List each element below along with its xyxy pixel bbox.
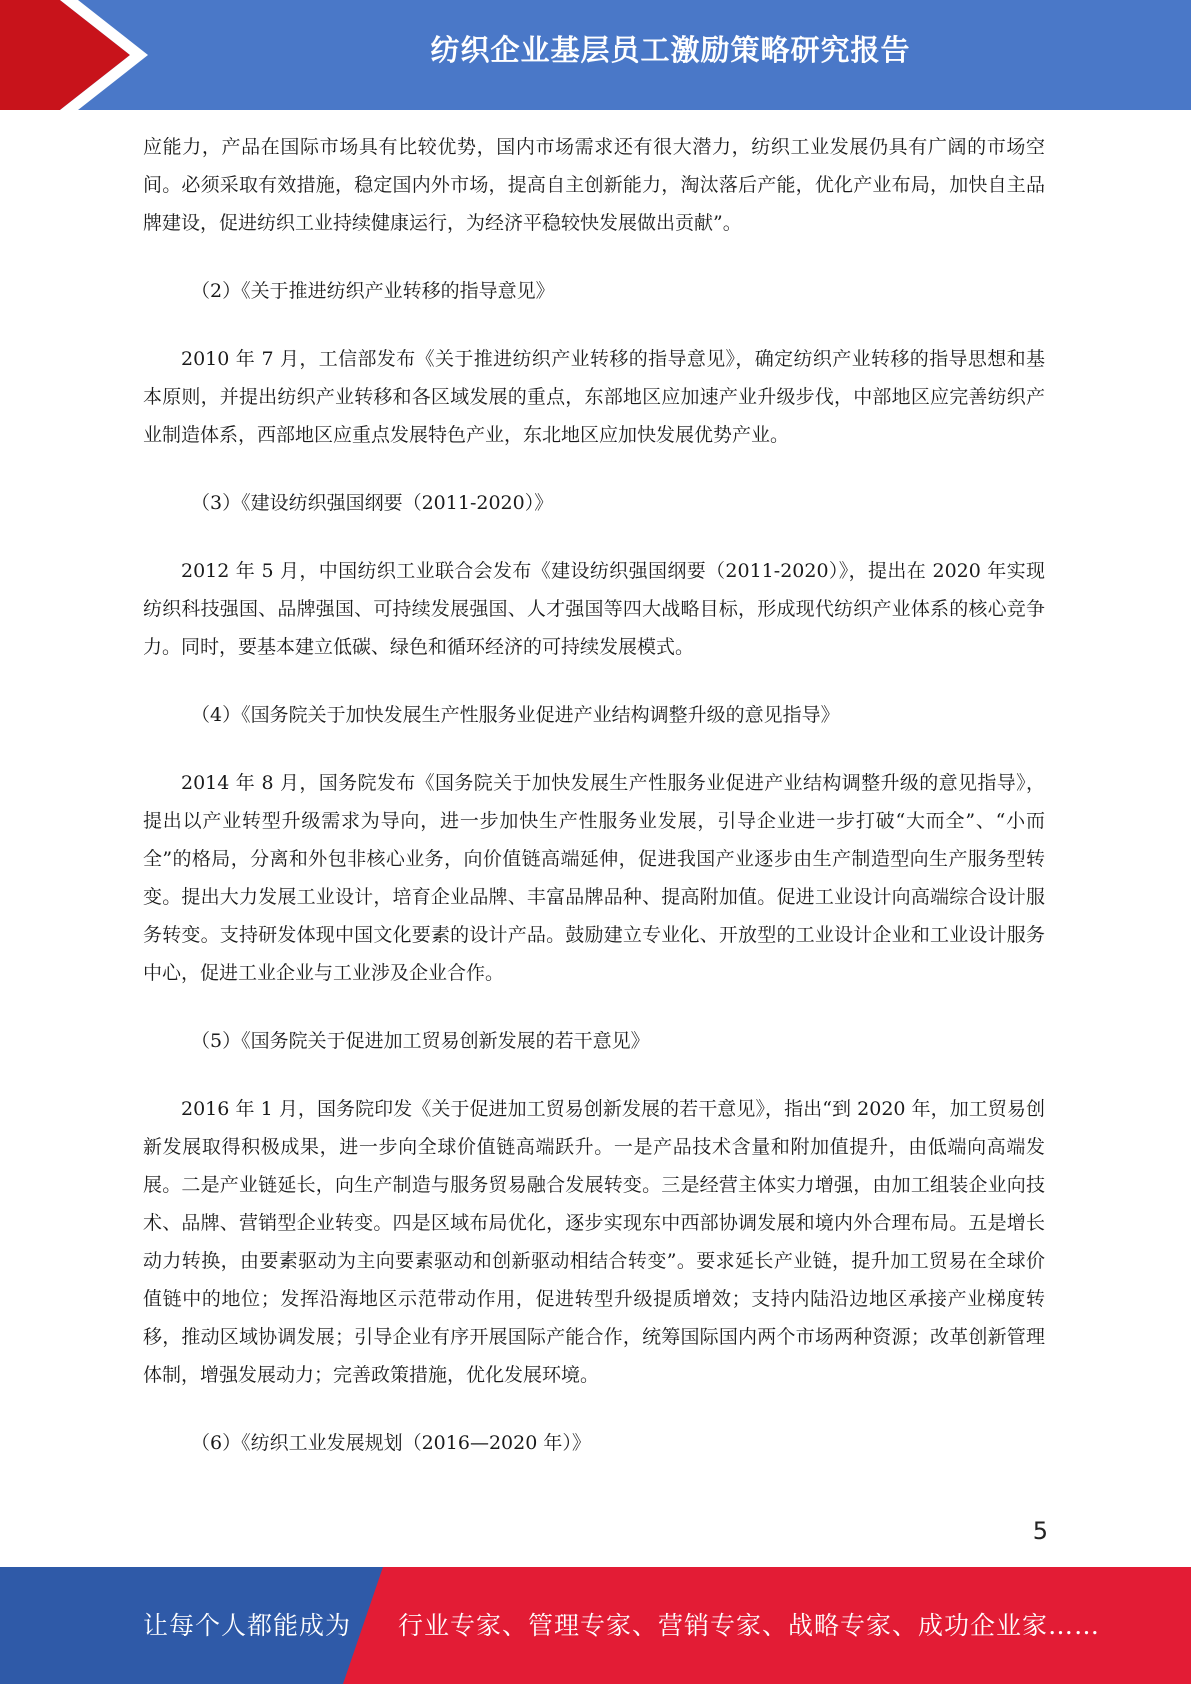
- section-heading: （2）《关于推进纺织产业转移的指导意见》: [191, 280, 555, 302]
- section-paragraph: 2012 年 5 月，中国纺织工业联合会发布《建设纺织强国纲要（2011-2020）》，提出在 2020 年实现纺织科技强国、品牌强国、可持续发展强国、人才强国等四大战略目标，形成现代纺织产业体系的核心竞争力。同时，要基本建立低碳、绿色和循环经济的可持续发展模式。: [143, 560, 1045, 658]
- footer-slogan-left: 让每个人都能成为: [143, 1611, 352, 1640]
- section-paragraph: 2014 年 8 月，国务院发布《国务院关于加快发展生产性服务业促进产业结构调整升级的意见指导》，提出以产业转型升级需求为导向，进一步加快生产性服务业发展，引导企业进一步打破“大而全”、“小而全”的格局，分离和外包非核心业务，向价值链高端延伸，促进我国产业逐步由生产制造型向生产服务型转变。提出大力发展工业设计，培育企业品牌、丰富品牌品种、提高附加值。促进工业设计向高端综合设计服务转变。支持研发体现中国文化要素的设计产品。鼓励建立专业化、开放型的工业设计企业和工业设计服务中心，促进工业企业与工业涉及企业合作。: [143, 772, 1045, 984]
- page-header: [0, 0, 1191, 110]
- section-heading: （6）《纺织工业发展规划（2016—2020 年）》: [191, 1432, 591, 1454]
- page-number: 5: [1032, 1517, 1048, 1545]
- document-title: 纺织企业基层员工激励策略研究报告: [430, 33, 911, 67]
- page-footer: [0, 1567, 1191, 1684]
- footer-slogan-right: 行业专家、管理专家、营销专家、战略专家、成功企业家……: [398, 1611, 1101, 1640]
- section-heading: （3）《建设纺织强国纲要（2011-2020）》: [191, 492, 554, 514]
- section-heading: （4）《国务院关于加快发展生产性服务业促进产业结构调整升级的意见指导》: [191, 704, 840, 726]
- section-paragraph: 2016 年 1 月，国务院印发《关于促进加工贸易创新发展的若干意见》，指出“到 2020 年，加工贸易创新发展取得积极成果，进一步向全球价值链高端跃升。一是产品技术含量和附加值提升，由低端向高端发展。二是产业链延长，向生产制造与服务贸易融合发展转变。三是经营主体实力增强，由加工组装企业向技术、品牌、营销型企业转变。四是区域布局优化，逐步实现东中西部协调发展和境内外合理布局。五是增长动力转换，由要素驱动为主向要素驱动和创新驱动相结合转变”。要求延长产业链，提升加工贸易在全球价值链中的地位；发挥沿海地区示范带动作用，促进转型升级提质增效；支持内陆沿边地区承接产业梯度转移，推动区域协调发展；引导企业有序开展国际产能合作，统筹国际国内两个市场两种资源；改革创新管理体制，增强发展动力；完善政策措施，优化发展环境。: [143, 1098, 1045, 1386]
- intro-paragraph: 应能力，产品在国际市场具有比较优势，国内市场需求还有很大潜力，纺织工业发展仍具有广阔的市场空间。必须采取有效措施，稳定国内外市场，提高自主创新能力，淘汰落后产能，优化产业布局，加快自主品牌建设，促进纺织工业持续健康运行，为经济平稳较快发展做出贡献”。: [143, 136, 1045, 234]
- section-paragraph: 2010 年 7 月，工信部发布《关于推进纺织产业转移的指导意见》，确定纺织产业转移的指导思想和基本原则，并提出纺织产业转移和各区域发展的重点，东部地区应加速产业升级步伐，中部地区应完善纺织产业制造体系，西部地区应重点发展特色产业，东北地区应加快发展优势产业。: [143, 348, 1045, 446]
- section-heading: （5）《国务院关于促进加工贸易创新发展的若干意见》: [191, 1030, 650, 1052]
- document-body: [143, 128, 1045, 1492]
